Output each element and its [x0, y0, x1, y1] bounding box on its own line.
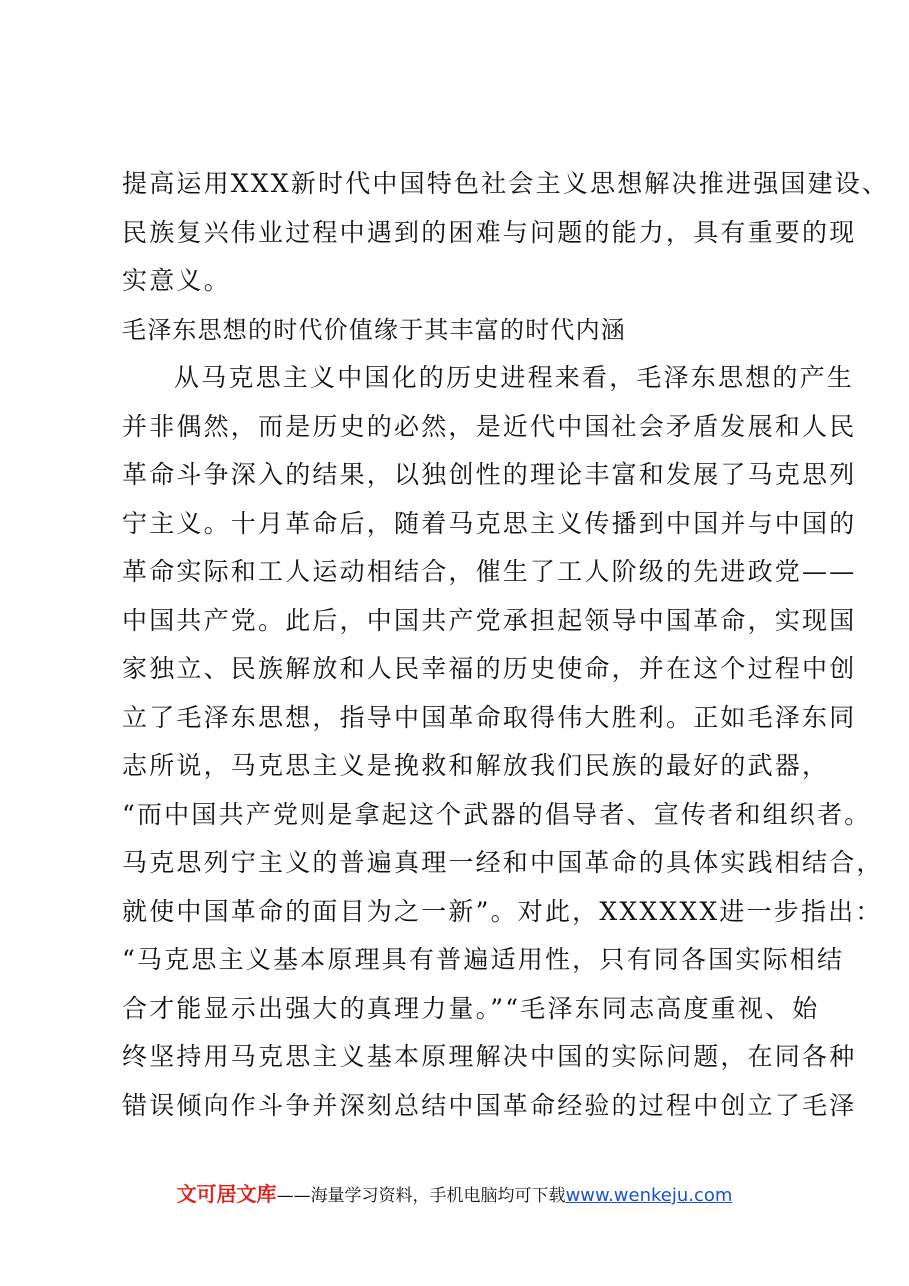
text-line: 宁主义。十月革命后，随着马克思主义传播到中国并与中国的 [122, 508, 857, 538]
text-line: 革命实际和工人运动相结合，催生了工人阶级的先进政党—— [122, 557, 857, 586]
text-line: 民族复兴伟业过程中遇到的困难与问题的能力，具有重要的现 [122, 217, 857, 247]
text-line: 马克思列宁主义的普遍真理一经和中国革命的具体实践相结合， [122, 848, 884, 877]
text-line: 实意义。 [122, 266, 231, 295]
text-line: 立了毛泽东思想，指导中国革命取得伟大胜利。正如毛泽东同 [122, 702, 857, 732]
text-line: 并非偶然，而是历史的必然，是近代中国社会矛盾发展和人民 [122, 411, 857, 441]
page-footer [0, 1182, 909, 1208]
document-body [122, 160, 890, 1130]
footer-brand: 文可居文库 [176, 1182, 277, 1206]
text-line: 就使中国革命的面目为之一新”。对此，XXXXXX进一步指出： [122, 896, 883, 926]
text-line: 家独立、民族解放和人民幸福的历史使命，并在这个过程中创 [122, 654, 857, 683]
text-line: 终坚持用马克思主义基本原理解决中国的实际问题，在同各种 [122, 1042, 857, 1071]
text-line: 中国共产党。此后，中国共产党承担起领导中国革命，实现国 [122, 605, 857, 635]
footer-url-link[interactable]: www.wenkeju.com [565, 1185, 733, 1206]
text-line: “马克思主义基本原理具有普遍适用性，只有同各国实际相结 [122, 945, 845, 974]
text-line: “而中国共产党则是拿起这个武器的倡导者、宣传者和组织者。 [122, 799, 872, 829]
text-line: 错误倾向作斗争并深刻总结中国革命经验的过程中创立了毛泽 [122, 1090, 857, 1120]
footer-tagline: ——海量学习资料，手机电脑均可下载 [276, 1186, 566, 1206]
paragraph-first-line: 从马克思主义中国化的历史进程来看，毛泽东思想的产生 [174, 363, 855, 392]
text-line: 提高运用XXX新时代中国特色社会主义思想解决推进强国建设、 [122, 169, 890, 198]
text-line: 合才能显示出强大的真理力量。”“毛泽东同志高度重视、始 [122, 993, 820, 1023]
text-line: 志所说，马克思主义是挽救和解放我们民族的最好的武器， [122, 751, 830, 780]
text-line: 革命斗争深入的结果，以独创性的理论丰富和发展了马克思列 [122, 460, 857, 489]
section-heading: 毛泽东思想的时代价值缘于其丰富的时代内涵 [122, 315, 626, 344]
